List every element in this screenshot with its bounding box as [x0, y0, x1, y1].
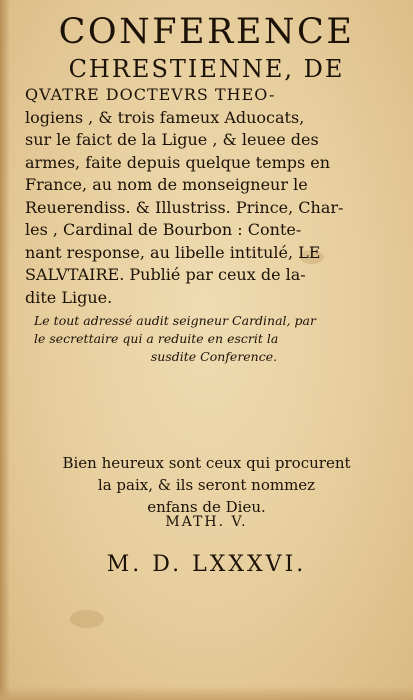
description-line: dite Ligue.	[25, 287, 113, 307]
epigraph-line: la paix, & ils seront nommez	[97, 476, 316, 494]
epigraph-line: enfans de Dieu.	[147, 498, 266, 516]
description-line: Reuerendiss. & Illustriss. Prince, Char-	[25, 197, 344, 217]
epigraph	[0, 452, 413, 518]
paper-stain	[70, 610, 104, 628]
publication-year: M. D. LXXXVI.	[106, 552, 307, 577]
epigraph-line: Bien heureux sont ceux qui procurent	[62, 454, 351, 472]
title-description	[25, 84, 405, 309]
book-subtitle: CHRESTIENNE, DE	[68, 55, 345, 83]
description-line: nant response, au libelle intitulé, LE	[25, 242, 321, 262]
description-line: sur le faict de la Ligue , & leuee des	[25, 130, 319, 149]
dedication	[34, 312, 394, 366]
description-line: logiens , & trois fameux Aduocats,	[25, 107, 305, 127]
description-line: les , Cardinal de Bourbon : Conte-	[25, 220, 302, 239]
scripture-reference: MATH. V.	[165, 514, 248, 530]
dedication-line: le secrettaire qui a reduite en escrit la	[34, 331, 279, 346]
page-bottom-shadow	[0, 686, 413, 700]
description-line: armes, faite depuis quelque temps en	[25, 152, 331, 172]
dedication-line: susdite Conference.	[150, 349, 278, 364]
dedication-line: Le tout adressé audit seigneur Cardinal, par	[34, 313, 316, 328]
description-line: SALVTAIRE. Publié par ceux de la-	[25, 265, 306, 284]
description-line: France, au nom de monseigneur le	[25, 175, 308, 194]
book-title: CONFERENCE	[58, 12, 355, 52]
description-line: QVATRE DOCTEVRS THEO-	[25, 85, 276, 104]
page-edge-shadow	[0, 0, 10, 700]
